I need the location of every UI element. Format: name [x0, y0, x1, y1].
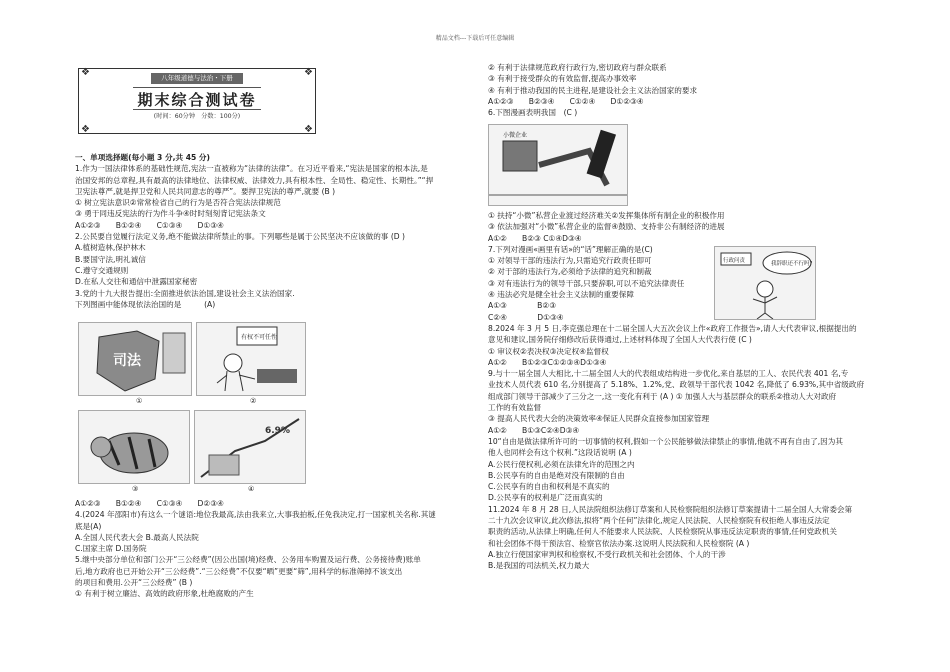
text-line: 治国安邦的总章程,具有最高的法律地位、法律权威、法律效力,具有根本性、全局性、稳定性、长期性。”“捍: [75, 175, 434, 185]
text-line: 的项目和费用.公开“三公经费” (B ): [75, 578, 193, 588]
ornament-corner-icon: ❖: [304, 67, 313, 78]
text-line: 2.公民要自觉履行法定义务,绝不能做法律所禁止的事。下列哪些是属于公民坚决不应该做的事 (D ): [75, 232, 406, 242]
sifa-label: 司法: [113, 353, 141, 369]
text-line: ③ 勇于同违反宪法的行为作斗争④时时刻刻背记宪法条文: [75, 209, 266, 219]
cartoon-power-limits: [196, 322, 306, 396]
text-line: A.独立行使国家审判权和检察权,不受行政机关和社会团体、个人的干涉: [488, 549, 726, 559]
text-line: 职责的活动,从法律上明确,任何人不能要求人民法院、人民检察院从事违反法定职责的事情,任何党政机关: [488, 527, 837, 537]
text-line: 底是(A): [75, 521, 102, 531]
right-column-bottom: [488, 210, 888, 572]
grade-band: 八年级道德与法治・下册: [151, 73, 243, 84]
judiciary-shield-icon: [79, 323, 191, 395]
enterprise-cartoon-icon: [489, 125, 627, 205]
text-line: ② 对于部的违法行为,必须给予法律的追究和制裁: [488, 267, 652, 277]
text-line: 下列图画中能体现依法治国的是 (A): [75, 299, 216, 309]
text-line: A.全国人民代表大会 B.最高人民法院: [75, 532, 199, 542]
figure-caption-3: ③: [132, 485, 139, 493]
text-line: 11.2024 年 8 月 28 日,人民法院组织法修订草案和人民检察院组织法修订草案提请十二届全国人大常委会第: [488, 504, 853, 514]
text-line: A.植树造林,保护林木: [75, 243, 146, 253]
left-column-top: [75, 152, 465, 310]
text-line: 9.与十一届全国人大相比,十二届全国人大的代表组成结构进一步优化,来自基层的工人、农民代表 401 名,专: [488, 369, 849, 379]
right-column-top: [488, 62, 888, 118]
text-line: ④ 有利于推动我国的民主进程,是建设社会主义法治国家的要求: [488, 85, 698, 95]
text-line: A①②③ B①②④ C①③④ D②③④: [75, 499, 224, 508]
text-line: ① 对领导干部的违法行为,只需追究行政责任即可: [488, 256, 652, 266]
text-line: ③ 对有违法行为的领导干部,只要辞职,可以不追究法律责任: [488, 278, 685, 288]
text-line: C.遵守交通规则: [75, 265, 129, 275]
text-line: ① 树立宪法意识②常常检省自己的行为是否符合宪法法律规范: [75, 198, 281, 208]
text-line: D.公民享有的权利是广泛而真实的: [488, 493, 603, 503]
text-line: ① 扶持“小微”私营企业渡过经济难关②发挥集体所有制企业的积极作用: [488, 211, 725, 220]
cartoon-judiciary: [78, 322, 192, 396]
figure-caption-1: ①: [136, 397, 143, 405]
gdp-label: 6.9%: [265, 426, 290, 436]
text-line: 5.继中央部分单位和部门公开“三公经费”(因公出国(境)经费、公务用车购置及运行费、公务接待费)账单: [75, 555, 421, 565]
figure-caption-4: ④: [248, 485, 255, 493]
text-line: ① 有利于树立廉洁、高效的政府形象,杜绝腐败的产生: [75, 589, 254, 599]
text-line: ④ 违法必究是健全社会主义法制的重要保障: [488, 290, 634, 300]
text-line: 二十九次会议审议,此次修法,拟将“两个任何”法律化,规定人民法院、人民检察院有权拒绝人事违反法定: [488, 516, 830, 526]
text-line: A①③ B②③: [488, 301, 557, 311]
divider: [133, 109, 261, 110]
text-line: A①② B②③ C①④D③④: [488, 233, 582, 243]
text-line: A①② B①③C②④D③④: [488, 425, 580, 435]
gdp-chart-icon: [195, 411, 305, 483]
text-line: 工作的有效监督: [488, 403, 542, 413]
text-line: ② 有利于法律规范政府行政行为,密切政府与群众联系: [488, 63, 667, 72]
text-line: 4.(2024 年邵阳市)有这么一个谜语:地位我最高,法由我来立,大事我拍板,任免我决定,打一国家机关名称.其谜: [75, 510, 436, 520]
text-line: 8.2024 年 3 月 5 日,李克强总理在十二届全国人大五次会议上作«政府工作报告»,请人大代表审议,根据提出的: [488, 323, 857, 333]
exam-title-box: [78, 68, 316, 134]
page-header: 精品文档---下载后可任意编辑: [435, 35, 515, 42]
text-line: C.公民享有的自由和权利是不真实的: [488, 482, 610, 492]
text-line: B.公民享有的自由是绝对没有限制的自由: [488, 470, 625, 480]
text-line: ③ 依法加强对“小微”私营企业的监督④鼓励、支持非公有制经济的进展: [488, 222, 725, 232]
text-line: 6.下图漫画表明我国 (C ): [488, 108, 578, 118]
ornament-corner-icon: ❖: [81, 67, 90, 78]
resignation-cartoon-icon: [715, 247, 815, 319]
text-line: D.在私人交往和通信中泄露国家秘密: [75, 277, 198, 287]
cartoon-gdp: [194, 410, 306, 484]
text-line: 组成部门领导干部减少了三分之一,这一变化有利于 (A ) ① 加强人大与基层群众的联系②推动人大对政府: [488, 391, 837, 401]
comic-bubble: 我辞职还不行吗?: [771, 261, 813, 267]
text-line: B.要国守法,明礼诚信: [75, 254, 146, 264]
text-line: 7.下列对漫画«画里有话»的“话”理解正确的是(C): [488, 244, 653, 254]
exam-title: 期末综合测试卷: [137, 91, 257, 109]
text-line: 后,地方政府也已开始公开“三公经费”.“三公经费”不仅要“晒”更要“筛”,用科学的标准筛掉不该支出: [75, 566, 403, 576]
text-line: ③ 有利于接受群众的有效监督,提高办事效率: [488, 74, 637, 84]
text-line: 一、单项选择题(每小题 3 分,共 45 分): [75, 153, 210, 162]
sign-text: 有权不可任性: [241, 334, 278, 341]
cartoon-enterprise: [488, 124, 628, 206]
text-line: 1.作为一国法律体系的基础性规范,宪法一直被称为“法律的法律”。在习近平看来,“宪法是国家的根本法,是: [75, 164, 428, 174]
text-line: A.公民行使权利,必须在法律允许的范围之内: [488, 459, 635, 469]
power-cartoon-icon: [197, 323, 305, 395]
text-line: A①②③ B②③④ C①②④ D①②③④: [488, 96, 644, 106]
divider: [133, 87, 261, 88]
text-line: ③ 提高人民代表大会的决策效率④保证人民群众直接参加国家管理: [488, 414, 710, 424]
text-line: 卫宪法尊严,就是捍卫党和人民共同意志的尊严”。要捍卫宪法的尊严,就要 (B ): [75, 186, 336, 196]
text-line: 他人也同样会有这个权利.”这段话说明 (A ): [488, 448, 632, 458]
text-line: C②④ D①③④: [488, 312, 564, 322]
text-line: 10“自由是做法律所许可的一切事情的权利,假如一个公民能够做法律禁止的事情,他就不再有自由了,因为其: [488, 436, 843, 446]
text-line: 意见和建议,国务院仔细修改后获得通过,上述材料体现了全国人大代表行使 (C ): [488, 335, 752, 345]
text-line: C.国家主席 D.国务院: [75, 544, 147, 554]
ornament-corner-icon: ❖: [304, 124, 313, 135]
exam-subtitle: (时间：60分钟 分数：100分): [153, 113, 241, 120]
text-line: B.是我国的司法机关,权力最大: [488, 561, 590, 571]
cartoon-resignation: [714, 246, 816, 320]
left-column-bottom: [75, 498, 465, 600]
text-line: 3.党的十九大报告提出:全面推进依法治国,建设社会主义法治国家.: [75, 288, 295, 298]
text-line: A①②③ B①②④ C①③④ D①③④: [75, 220, 224, 230]
figure-caption-2: ②: [250, 397, 257, 405]
enterprise-label: 小微企业: [503, 132, 528, 139]
text-line: ① 审议权②表决权③决定权④监督权: [488, 346, 609, 356]
text-line: 和社会团体不得干预法官、检察官依法办案.这说明人民法院和人民检察院 (A ): [488, 538, 750, 548]
text-line: 业技术人员代表 610 名,分别提高了 5.18%、1.2%,党、政领导干部代表 1042 名,降低了 6.93%,其中省级政府: [488, 380, 865, 390]
cartoon-tiger: [78, 410, 190, 484]
tiger-cartoon-icon: [79, 411, 189, 483]
ornament-corner-icon: ❖: [81, 124, 90, 135]
text-line: A①② B①②③C①②③④D①③④: [488, 357, 607, 367]
comic-sign: 行政问责: [723, 258, 746, 264]
